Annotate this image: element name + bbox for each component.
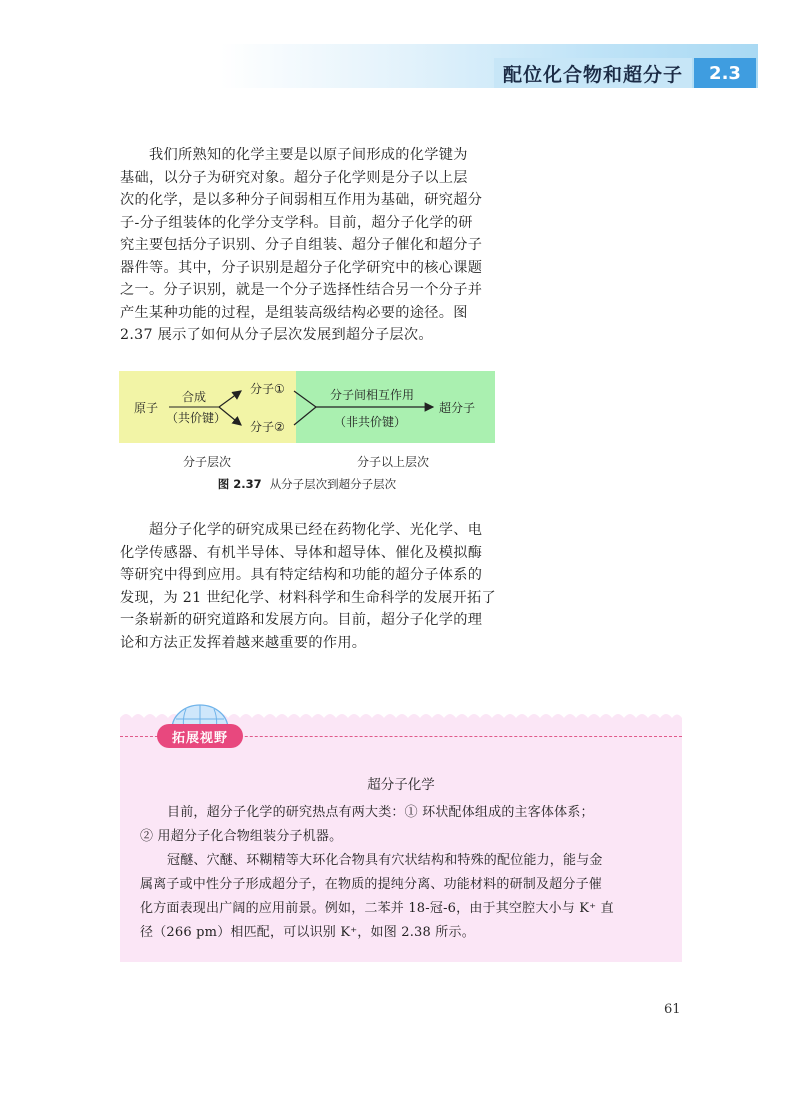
extension-title: 超分子化学 <box>367 777 435 793</box>
molecule-1-label: 分子① <box>250 382 285 396</box>
text-line: 次的化学，是以多种分子间弱相互作用为基础，研究超分 <box>120 192 483 208</box>
molecule-2-label: 分子② <box>250 420 285 434</box>
text-line: 等研究中得到应用。具有特定结构和功能的超分子体系的 <box>120 567 483 583</box>
second-paragraph <box>120 519 500 654</box>
figure-caption <box>119 476 495 492</box>
chapter-title: 配位化合物和超分子 <box>502 63 683 86</box>
page-number: 61 <box>664 1002 681 1017</box>
extension-badge-label: 拓展视野 <box>171 730 228 746</box>
section-number: 2.3 <box>709 62 741 84</box>
extension-badge <box>157 724 243 748</box>
intro-paragraph <box>120 144 500 347</box>
text-line: 论和方法正发挥着越来越重要的作用。 <box>120 634 367 651</box>
text-line: 超分子化学的研究成果已经在药物化学、光化学、电 <box>149 522 483 538</box>
chapter-title-box <box>494 58 692 88</box>
covalent-bond-label: （共价键） <box>166 411 227 425</box>
text-line: 之一。分子识别，就是一个分子选择性结合另一个分子并 <box>120 282 483 298</box>
extension-paragraph-1 <box>140 801 670 849</box>
supramolecular-level-caption: 分子以上层次 <box>357 455 430 469</box>
interaction-label: 分子间相互作用 <box>330 388 415 402</box>
text-line: 产生某种功能的过程，是组装高级结构必要的途径。图 <box>120 304 468 321</box>
text-line: 径（266 pm）相匹配，可以识别 K⁺，如图 2.38 所示。 <box>140 925 475 940</box>
text-line: 一条崭新的研究道路和发展方向。目前，超分子化学的理 <box>120 612 483 628</box>
atom-label: 原子 <box>134 401 159 415</box>
synthesis-label: 合成 <box>182 390 207 404</box>
text-line: 我们所熟知的化学主要是以原子间形成的化学键为 <box>149 147 468 163</box>
text-line: 化方面表现出广阔的应用前景。例如，二苯并 18-冠-6，由于其空腔大小与 K⁺ 直 <box>140 901 614 916</box>
figure-caption-text: 从分子层次到超分子层次 <box>269 477 397 491</box>
molecular-level-diagram <box>119 371 495 443</box>
text-line: 2.37 展示了如何从分子层次发展到超分子层次。 <box>120 327 433 343</box>
text-line: 发现，为 21 世纪化学、材料科学和生命科学的发展开拓了 <box>120 589 496 606</box>
supramolecule-label: 超分子 <box>439 401 476 415</box>
text-line: 究主要包括分子识别、分子自组装、超分子催化和超分子 <box>120 237 483 253</box>
merge-line-1 <box>294 391 316 407</box>
extension-paragraph-2 <box>140 849 670 945</box>
figure-number: 图 2.37 <box>217 477 262 491</box>
text-line: ② 用超分子化合物组装分子机器。 <box>140 829 343 844</box>
text-line: 化学传感器、有机半导体、导体和超导体、催化及模拟酶 <box>120 544 483 561</box>
arrow-to-molecule-1 <box>219 391 241 407</box>
text-line: 冠醚、穴醚、环糊精等大环化合物具有穴状结构和特殊的配位能力，能与金 <box>167 853 603 868</box>
molecular-level-caption: 分子层次 <box>183 455 232 469</box>
text-line: 器件等。其中，分子识别是超分子化学研究中的核心课题 <box>120 259 483 276</box>
section-number-box <box>694 58 756 88</box>
noncovalent-bond-label: （非共价键） <box>334 415 407 429</box>
text-line: 基础，以分子为研究对象。超分子化学则是分子以上层 <box>120 169 468 186</box>
merge-line-2 <box>294 407 316 425</box>
text-line: 属离子或中性分子形成超分子，在物质的提纯分离、功能材料的研制及超分子催 <box>140 877 603 892</box>
text-line: 子-分子组装体的化学分支学科。目前，超分子化学的研 <box>120 214 473 231</box>
text-line: 目前，超分子化学的研究热点有两大类：① 环状配体组成的主客体体系； <box>167 805 594 820</box>
